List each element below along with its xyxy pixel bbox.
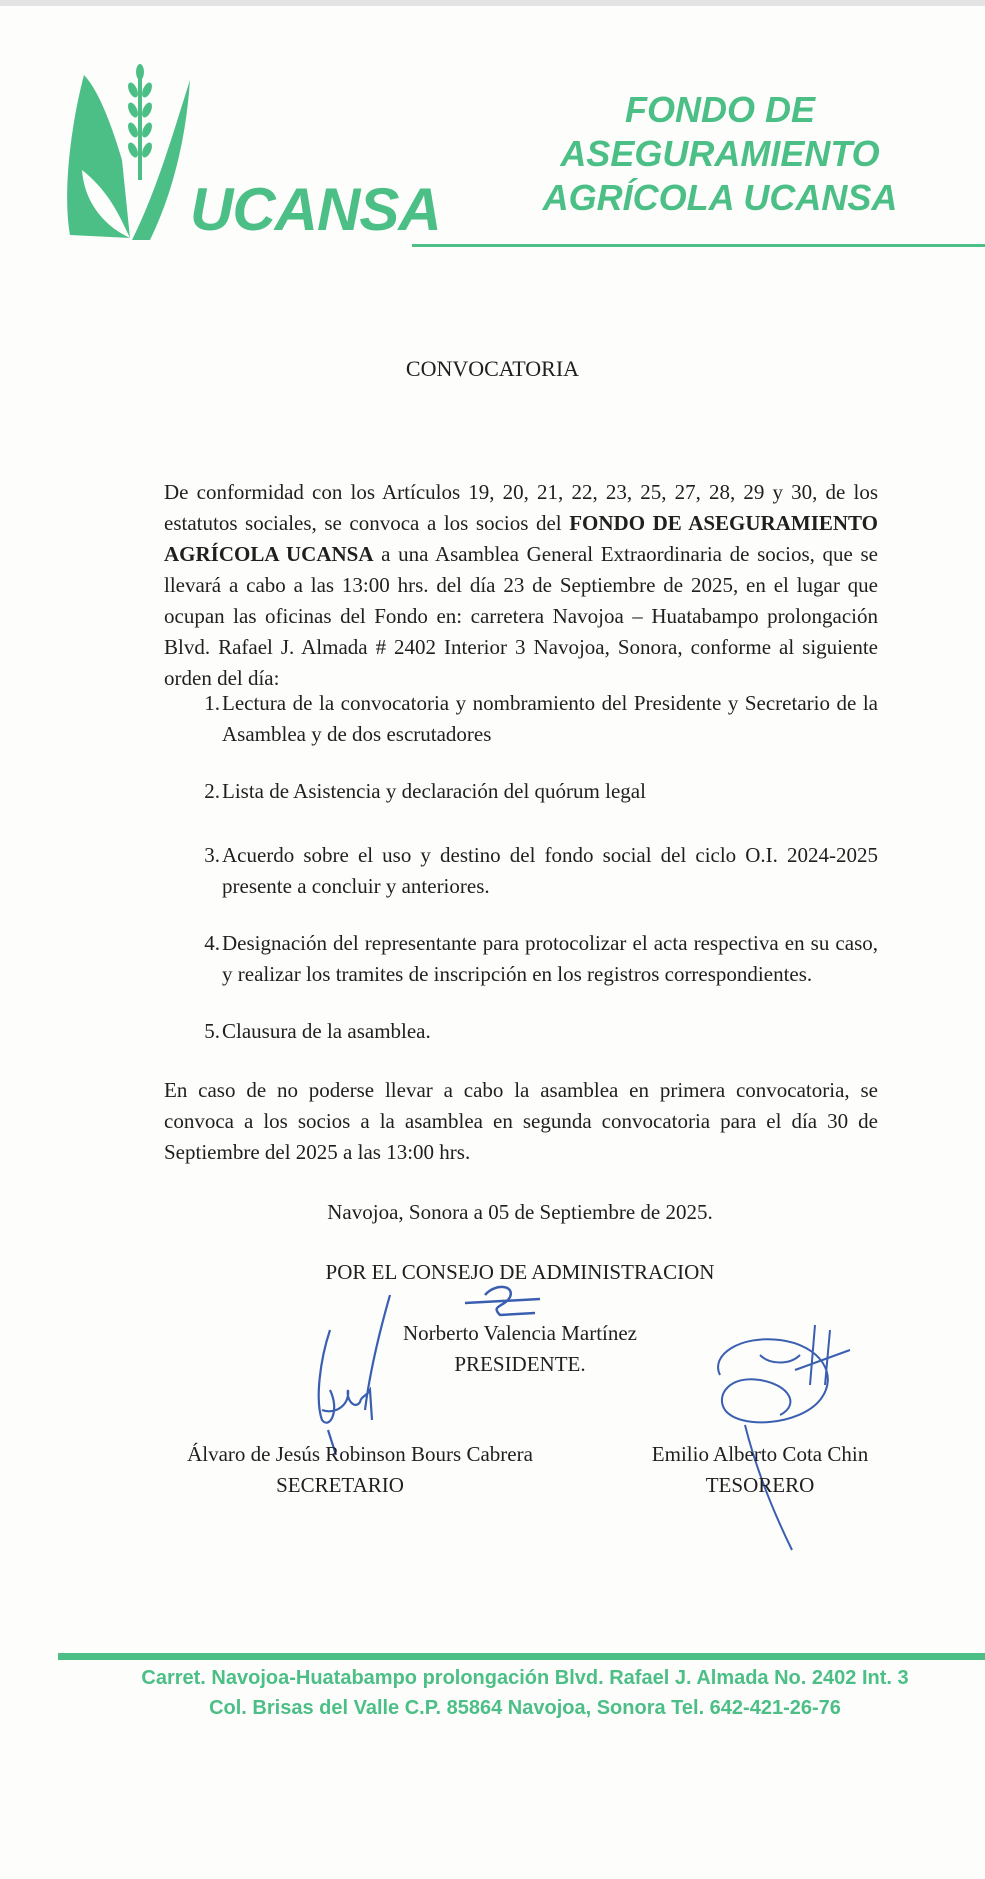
president-block bbox=[390, 1318, 650, 1380]
document-title: CONVOCATORIA bbox=[405, 356, 580, 381]
header-divider bbox=[412, 244, 985, 247]
org-name-line-1: FONDO DE ASEGURAMIENTO bbox=[560, 89, 880, 174]
agenda-text: Lectura de la convocatoria y nombramiento del Presidente y Secretario de la Asamblea y de dos escrutadores bbox=[222, 691, 878, 746]
council-heading: POR EL CONSEJO DE ADMINISTRACION bbox=[325, 1260, 715, 1284]
treasurer-name: Emilio Alberto Cota Chin bbox=[651, 1442, 869, 1466]
agenda-number: 5. bbox=[204, 1019, 220, 1043]
secretary-block bbox=[180, 1439, 540, 1501]
treasurer-block bbox=[620, 1439, 900, 1501]
agenda-text: Clausura de la asamblea. bbox=[222, 1019, 431, 1043]
secretary-name: Álvaro de Jesús Robinson Bours Cabrera bbox=[187, 1442, 533, 1466]
org-name-line-2: AGRÍCOLA UCANSA bbox=[542, 177, 898, 218]
treasurer-role: TESORERO bbox=[705, 1473, 815, 1497]
footer-divider bbox=[58, 1653, 985, 1660]
second-call-paragraph: En caso de no poderse llevar a cabo la asamblea en primera convocatoria, se convoca a los socios a la asamblea en segunda convocatoria para el día 30 de Septiembre del 2025 a las 13:00 hrs. bbox=[164, 1078, 878, 1164]
footer-address-line-2: Col. Brisas del Valle C.P. 85864 Navojoa, Sonora Tel. 642-421-26-76 bbox=[209, 1697, 841, 1719]
president-role: PRESIDENTE. bbox=[454, 1352, 586, 1376]
secretary-role: SECRETARIO bbox=[276, 1473, 404, 1497]
intro-org-name: FONDO DE ASEGURAMIENTO AGRÍCOLA UCANSA bbox=[164, 511, 879, 566]
intro-text-1: De conformidad con los Artículos 19, 20, 21, 22, 23, 25, 27, 28, 29 y 30, de los estatutos sociales, se convoca a los socios del bbox=[164, 480, 878, 535]
footer-address-line-1: Carret. Navojoa-Huatabampo prolongación Blvd. Rafael J. Almada No. 2402 Int. 3 bbox=[141, 1667, 909, 1689]
place-and-date: Navojoa, Sonora a 05 de Septiembre de 2025. bbox=[327, 1200, 713, 1224]
agenda-number: 1. bbox=[204, 691, 220, 715]
agenda-number: 2. bbox=[204, 779, 220, 803]
agenda-text: Lista de Asistencia y declaración del quórum legal bbox=[222, 779, 646, 803]
agenda-text: Acuerdo sobre el uso y destino del fondo social del ciclo O.I. 2024-2025 presente a concluir y anteriores. bbox=[222, 843, 878, 898]
agenda-number: 4. bbox=[204, 931, 220, 955]
ucansa-logo-icon bbox=[62, 60, 192, 250]
organization-name bbox=[470, 88, 970, 220]
logo-wordmark: UCANSA bbox=[190, 176, 441, 243]
president-name: Norberto Valencia Martínez bbox=[402, 1321, 637, 1345]
agenda-number: 3. bbox=[204, 843, 220, 867]
agenda-text: Designación del representante para protocolizar el acta respectiva en su caso, y realizar los tramites de inscripción en los registros correspondientes. bbox=[222, 931, 878, 986]
treasurer-signature bbox=[700, 1315, 860, 1555]
scan-edge bbox=[0, 0, 985, 6]
intro-text-2: a una Asamblea General Extraordinaria de socios, que se llevará a cabo a las 13:00 hrs. del día 23 de Septiembre de 2025, en el lugar que ocupan las oficinas del Fondo en: carretera Navojoa – Huatabampo prolongación Blvd. Rafael J. Almada # 2402 Interior 3 Navojoa, Sonora, conforme al siguiente orden del día: bbox=[164, 542, 878, 690]
intro-paragraph bbox=[164, 477, 878, 694]
